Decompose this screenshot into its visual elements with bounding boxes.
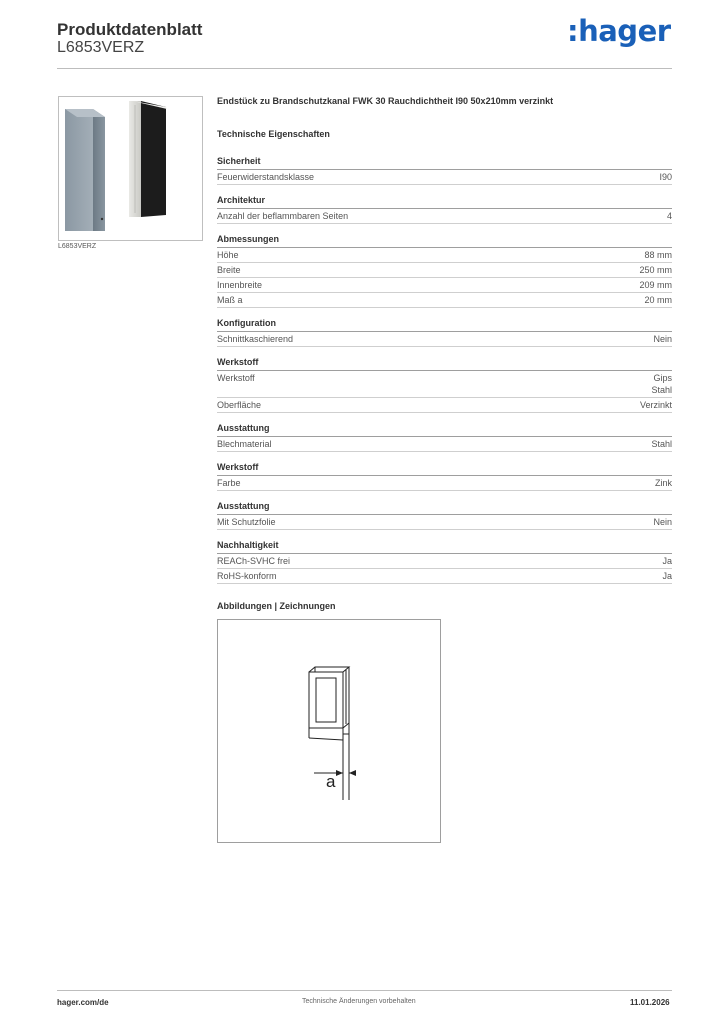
property-label: Schnittkaschierend xyxy=(217,334,294,344)
property-value: Stahl xyxy=(651,439,672,449)
property-group xyxy=(217,194,672,224)
property-label: Breite xyxy=(217,265,241,275)
property-group xyxy=(217,461,672,491)
property-row xyxy=(217,263,672,278)
footer-note: Technische Änderungen vorbehalten xyxy=(302,998,416,1005)
group-title: Werkstoff xyxy=(217,461,672,476)
property-value: Gips xyxy=(653,373,672,383)
property-label: Mit Schutzfolie xyxy=(217,517,276,527)
property-row xyxy=(217,398,672,413)
property-row xyxy=(217,293,672,308)
property-value: Stahl xyxy=(651,385,672,395)
property-row xyxy=(217,476,672,491)
property-group xyxy=(217,155,672,185)
property-row xyxy=(217,371,672,398)
figures-heading: Abbildungen | Zeichnungen xyxy=(217,601,336,611)
group-title: Architektur xyxy=(217,194,672,209)
properties-heading: Technische Eigenschaften xyxy=(217,129,330,139)
article-number: L6853VERZ xyxy=(57,39,145,56)
footer-website-link[interactable]: hager.com/de xyxy=(57,998,109,1007)
property-value: Nein xyxy=(653,334,672,344)
property-group xyxy=(217,539,672,584)
group-title: Sicherheit xyxy=(217,155,672,170)
group-title: Konfiguration xyxy=(217,317,672,332)
technical-drawing xyxy=(217,619,441,843)
property-label: Höhe xyxy=(217,250,239,260)
property-label: Anzahl der beflammbaren Seiten xyxy=(217,211,349,221)
group-title: Abmessungen xyxy=(217,233,672,248)
property-row xyxy=(217,515,672,530)
property-label: Oberfläche xyxy=(217,400,262,410)
property-row xyxy=(217,209,672,224)
property-row xyxy=(217,170,672,185)
property-value: 4 xyxy=(666,211,672,221)
property-row xyxy=(217,437,672,452)
property-label: Innenbreite xyxy=(217,280,263,290)
page-title: Produktdatenblatt xyxy=(57,20,203,39)
property-value: 88 mm xyxy=(644,250,672,260)
product-details xyxy=(217,95,672,612)
property-group xyxy=(217,356,672,413)
property-row xyxy=(217,332,672,347)
property-label: Maß a xyxy=(217,295,243,305)
property-value: 209 mm xyxy=(639,280,672,290)
property-value: Verzinkt xyxy=(639,400,672,410)
header-divider xyxy=(57,68,672,69)
property-label: Farbe xyxy=(217,478,241,488)
property-value: 250 mm xyxy=(639,265,672,275)
hager-logo[interactable]: :hager xyxy=(567,14,671,48)
property-group xyxy=(217,500,672,530)
product-image xyxy=(58,96,203,241)
property-label: Feuerwiderstandsklasse xyxy=(217,172,315,182)
property-value: I90 xyxy=(659,172,672,182)
group-title: Nachhaltigkeit xyxy=(217,539,672,554)
group-title: Ausstattung xyxy=(217,500,672,515)
product-description: Endstück zu Brandschutzkanal FWK 30 Rauchdichtheit I90 50x210mm verzinkt xyxy=(217,96,554,106)
property-label: Werkstoff xyxy=(217,373,255,383)
property-group xyxy=(217,317,672,347)
image-caption: L6853VERZ xyxy=(58,243,97,250)
property-row xyxy=(217,248,672,263)
property-value: Nein xyxy=(653,517,672,527)
footer-divider xyxy=(57,990,672,991)
property-row xyxy=(217,278,672,293)
property-value: 20 mm xyxy=(644,295,672,305)
group-title: Ausstattung xyxy=(217,422,672,437)
footer-date: 11.01.2026 xyxy=(630,998,670,1007)
dimension-label: a xyxy=(326,772,336,791)
property-row xyxy=(217,569,672,584)
property-group xyxy=(217,422,672,452)
property-label: Blechmaterial xyxy=(217,439,272,449)
group-title: Werkstoff xyxy=(217,356,672,371)
property-value: Ja xyxy=(662,571,672,581)
property-value: Ja xyxy=(662,556,672,566)
property-group xyxy=(217,233,672,308)
property-row xyxy=(217,554,672,569)
property-value: Zink xyxy=(654,478,672,488)
property-label: RoHS-konform xyxy=(217,571,277,581)
property-label: REACh-SVHC frei xyxy=(217,556,291,566)
